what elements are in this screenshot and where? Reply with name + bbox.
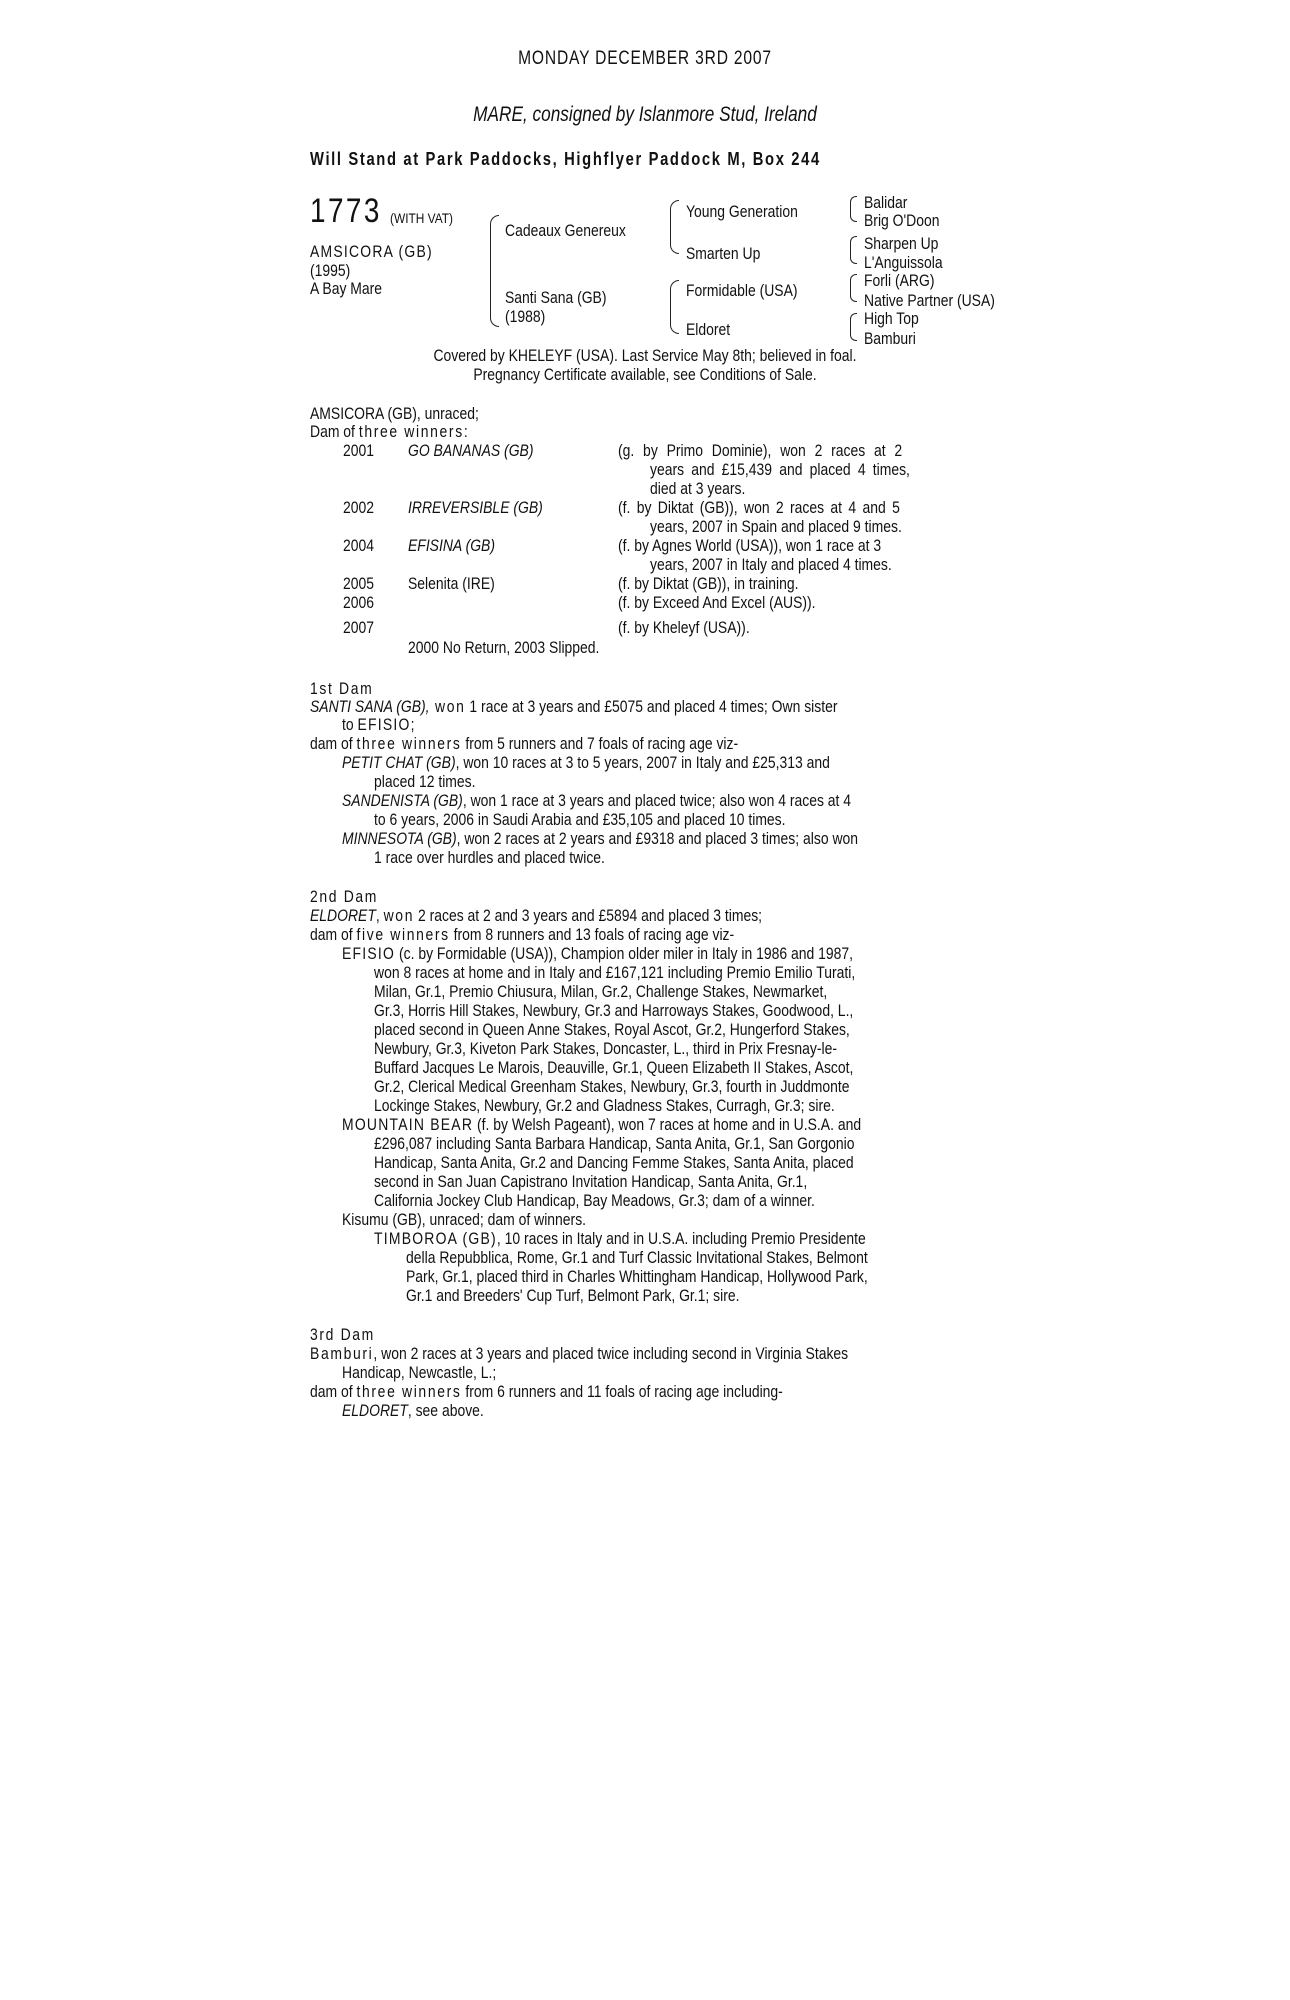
lot-number-block <box>310 192 454 231</box>
sale-date: MONDAY DECEMBER 3RD 2007 <box>518 48 772 69</box>
covered-line-1: Covered by KHELEYF (USA). Last Service May 8th; believed in foal. <box>433 346 857 365</box>
dam3-winners: three winners <box>356 1382 462 1401</box>
produce-name: Selenita (IRE) <box>408 574 495 593</box>
pedigree-sire-dam: Smarten Up <box>686 244 761 263</box>
bear-line: £296,087 including Santa Barbara Handicap, Santa Anita, Gr.1, San Gorgonio <box>374 1134 855 1153</box>
progeny-name: SANDENISTA (GB) <box>342 791 463 810</box>
pedigree-sss: Balidar <box>864 193 908 212</box>
produce-winners-count: three winners: <box>358 422 470 441</box>
pedigree-brace-ss <box>850 196 857 222</box>
dam3-runners: from 6 runners and 11 foals of racing age including- <box>461 1382 783 1401</box>
dam1-progeny-1 <box>342 753 830 772</box>
efisio-line: Newbury, Gr.3, Kiveton Park Stakes, Doncaster, L., third in Prix Fresnay-le- <box>374 1039 838 1058</box>
dam3-line1 <box>310 1344 848 1363</box>
dam1-line1 <box>310 697 838 716</box>
pedigree-dsd: Native Partner (USA) <box>864 291 995 310</box>
bear-line: second in San Juan Capistrano Invitation Handicap, Santa Anita, Gr.1, <box>374 1172 808 1191</box>
produce-detail: (g. by Primo Dominie), won 2 races at 2 <box>618 441 903 460</box>
dam1-progeny-3 <box>342 829 858 848</box>
dam2-line2 <box>310 925 734 944</box>
dam1-runners: from 5 runners and 7 foals of racing age viz- <box>461 734 739 753</box>
dam3-line3 <box>310 1382 783 1401</box>
produce-winners-prefix: Dam of <box>310 422 359 441</box>
pedigree-brace-sd <box>850 236 857 264</box>
dam2-winners: five winners <box>356 925 450 944</box>
pedigree-sire: Cadeaux Genereux <box>505 221 626 240</box>
kisumu-line: Kisumu (GB), unraced; dam of winners. <box>342 1210 587 1229</box>
pedigree-sdd: L'Anguissola <box>864 253 943 272</box>
dam1-line2 <box>342 715 414 734</box>
vat-note: (WITH VAT) <box>390 210 454 226</box>
horse-name: AMSICORA (GB) <box>310 242 433 261</box>
pedigree-sds: Sharpen Up <box>864 234 939 253</box>
progeny-record: , won 10 races at 3 to 5 years, 2007 in Italy and £25,313 and <box>455 753 830 772</box>
dam3-heading: 3rd Dam <box>310 1325 375 1344</box>
produce-name: GO BANANAS (GB) <box>408 441 534 460</box>
dam2-line1 <box>310 906 762 925</box>
dam2-comma: , <box>375 906 384 925</box>
efisio-line: Gr.3, Horris Hill Stakes, Newbury, Gr.3 and Harroways Stakes, Goodwood, L., <box>374 1001 854 1020</box>
dam2-runners: from 8 runners and 13 foals of racing age viz- <box>449 925 735 944</box>
dam1-to: to <box>342 715 358 734</box>
dam2-damof: dam of <box>310 925 357 944</box>
dam3-see-above: , see above. <box>407 1401 484 1420</box>
efisio-line: Lockinge Stakes, Newbury, Gr.2 and Gladness Stakes, Curragh, Gr.3; sire. <box>374 1096 835 1115</box>
dam2-heading: 2nd Dam <box>310 887 379 906</box>
produce-detail: (f. by Diktat (GB)), won 2 races at 4 and 5 <box>618 498 900 517</box>
horse-year: (1995) <box>310 261 351 280</box>
timboroa-line: Gr.1 and Breeders' Cup Turf, Belmont Park, Gr.1; sire. <box>406 1286 740 1305</box>
bear-line: Handicap, Santa Anita, Gr.2 and Dancing Femme Stakes, Santa Anita, placed <box>374 1153 854 1172</box>
efisio-text: (c. by Formidable (USA)), Champion older miler in Italy in 1986 and 1987, <box>395 944 853 963</box>
pedigree-dam: Santi Sana (GB) <box>505 288 607 307</box>
produce-winners <box>310 422 469 441</box>
pedigree-dds: High Top <box>864 309 919 328</box>
pedigree-sire-sire: Young Generation <box>686 202 798 221</box>
dam3-record: , won 2 races at 3 years and placed twice including second in Virginia Stakes <box>373 1344 849 1363</box>
dam3-line4 <box>342 1401 484 1420</box>
bear-text: (f. by Welsh Pageant), won 7 races at home and in U.S.A. and <box>473 1115 862 1134</box>
bear-line <box>342 1115 861 1134</box>
timboroa-text: , 10 races in Italy and in U.S.A. including Premio Presidente <box>496 1229 866 1248</box>
pedigree-dam-year: (1988) <box>505 307 546 326</box>
efisio-line: won 8 races at home and in Italy and £167,121 including Premio Emilio Turati, <box>374 963 856 982</box>
covered-line-2: Pregnancy Certificate available, see Conditions of Sale. <box>473 365 817 384</box>
progeny-record: , won 2 races at 2 years and £9318 and placed 3 times; also won <box>456 829 859 848</box>
dam1-heading: 1st Dam <box>310 679 374 698</box>
timboroa-line: della Repubblica, Rome, Gr.1 and Turf Classic Invitational Stakes, Belmont <box>406 1248 868 1267</box>
produce-year: 2004 <box>343 536 375 555</box>
efisio-line: placed second in Queen Anne Stakes, Royal Ascot, Gr.2, Hungerford Stakes, <box>374 1020 850 1039</box>
pedigree-dss: Forli (ARG) <box>864 271 935 290</box>
pedigree-brace-sire <box>670 200 679 254</box>
dam2-name: ELDORET <box>310 906 376 925</box>
dam3-damof: dam of <box>310 1382 357 1401</box>
dam1-name: SANTI SANA (GB), <box>310 697 430 716</box>
efisio-line <box>342 944 853 963</box>
horse-description: A Bay Mare <box>310 279 383 298</box>
pedigree-brace-ds <box>850 274 857 302</box>
bear-name: MOUNTAIN BEAR <box>342 1115 474 1134</box>
dam1-progeny-1b: placed 12 times. <box>374 772 476 791</box>
timboroa-name: TIMBOROA (GB) <box>374 1229 497 1248</box>
produce-year: 2001 <box>343 441 375 460</box>
efisio-name: EFISIO <box>342 944 396 963</box>
dam2-won: won <box>383 906 415 925</box>
produce-detail: died at 3 years. <box>650 479 746 498</box>
dam1-winners: three winners <box>356 734 462 753</box>
efisio-line: Gr.2, Clerical Medical Greenham Stakes, Newbury, Gr.3, fourth in Juddmonte <box>374 1077 850 1096</box>
dam3-eldoret: ELDORET <box>342 1401 408 1420</box>
produce-detail: years, 2007 in Italy and placed 4 times. <box>650 555 892 574</box>
dam1-progeny-2b: to 6 years, 2006 in Saudi Arabia and £35,105 and placed 10 times. <box>374 810 786 829</box>
progeny-record: , won 1 race at 3 years and placed twice; also won 4 races at 4 <box>462 791 852 810</box>
produce-detail: (f. by Exceed And Excel (AUS)). <box>618 593 816 612</box>
dam3-name: Bamburi <box>310 1344 374 1363</box>
bear-line: California Jockey Club Handicap, Bay Meadows, Gr.3; dam of a winner. <box>374 1191 815 1210</box>
dam1-won: won <box>429 697 466 716</box>
progeny-name: MINNESOTA (GB) <box>342 829 457 848</box>
produce-detail: (f. by Agnes World (USA)), won 1 race at 3 <box>618 536 882 555</box>
dam1-damof: dam of <box>310 734 357 753</box>
efisio-line: Milan, Gr.1, Premio Chiusura, Milan, Gr.2, Challenge Stakes, Newmarket, <box>374 982 828 1001</box>
dam1-record: 1 race at 3 years and £5075 and placed 4 times; Own sister <box>465 697 838 716</box>
stand-location: Will Stand at Park Paddocks, Highflyer Paddock M, Box 244 <box>310 149 821 169</box>
lot-number: 1773 <box>310 192 382 230</box>
produce-detail: (f. by Kheleyf (USA)). <box>618 618 750 637</box>
pedigree-brace-dam <box>670 280 679 334</box>
pedigree-dam-dam: Eldoret <box>686 320 731 339</box>
pedigree-ssd: Brig O'Doon <box>864 211 940 230</box>
pedigree-brace-main <box>490 215 499 327</box>
efisio-line: Buffard Jacques Le Marois, Deauville, Gr.1, Queen Elizabeth II Stakes, Ascot, <box>374 1058 854 1077</box>
pedigree-ddd: Bamburi <box>864 329 916 348</box>
timboroa-line <box>374 1229 866 1248</box>
produce-year: 2002 <box>343 498 375 517</box>
dam1-line3 <box>310 734 738 753</box>
produce-detail: years, 2007 in Spain and placed 9 times. <box>650 517 902 536</box>
produce-name: EFISINA (GB) <box>408 536 496 555</box>
dam1-semicolon: ; <box>410 715 415 734</box>
dam1-efisio: EFISIO <box>357 715 411 734</box>
pedigree-brace-dd <box>850 313 857 341</box>
timboroa-line: Park, Gr.1, placed third in Charles Whittingham Handicap, Hollywood Park, <box>406 1267 868 1286</box>
produce-detail: (f. by Diktat (GB)), in training. <box>618 574 799 593</box>
consignor-line: MARE, consigned by Islanmore Stud, Ireland <box>473 103 817 126</box>
produce-detail: years and £15,439 and placed 4 times, <box>650 460 910 479</box>
produce-year: 2005 <box>343 574 375 593</box>
dam1-progeny-2 <box>342 791 851 810</box>
pedigree-dam-sire: Formidable (USA) <box>686 281 798 300</box>
dam2-record: 2 races at 2 and 3 years and £5894 and placed 3 times; <box>414 906 763 925</box>
produce-year: 2006 <box>343 593 375 612</box>
produce-year: 2007 <box>343 618 375 637</box>
produce-footer: 2000 No Return, 2003 Slipped. <box>408 638 600 657</box>
dam3-line2: Handicap, Newcastle, L.; <box>342 1363 497 1382</box>
produce-name: IRREVERSIBLE (GB) <box>408 498 543 517</box>
progeny-name: PETIT CHAT (GB) <box>342 753 456 772</box>
produce-intro: AMSICORA (GB), unraced; <box>310 404 479 423</box>
dam1-progeny-3b: 1 race over hurdles and placed twice. <box>374 848 605 867</box>
